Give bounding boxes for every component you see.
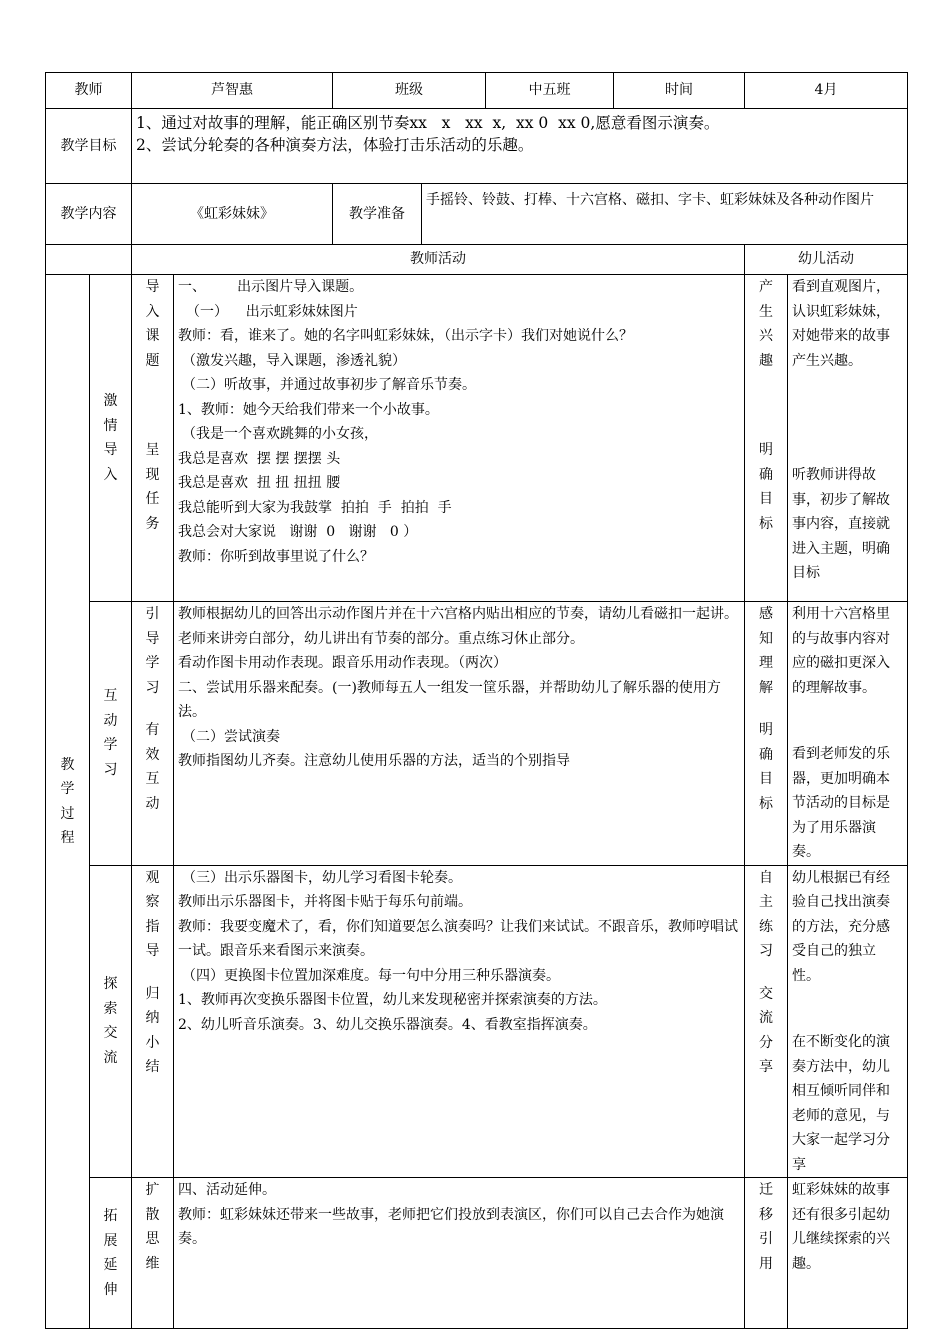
teacher-line: 我总能听到大家为我鼓掌 拍拍 手 拍拍 手 bbox=[178, 499, 452, 516]
teacher-line: 看动作图卡用动作表现。跟音乐用动作表现。（两次） bbox=[178, 655, 507, 671]
child-text-bottom: 听教师讲得故事，初步了解故事内容，直接就进入主题，明确目标 bbox=[792, 467, 891, 581]
child-tag-cell bbox=[745, 602, 788, 866]
teacher-line: 教师指图幼儿齐奏。注意幼儿使用乐器的方法，适当的个别指导 bbox=[178, 753, 570, 769]
child-text-top: 虹彩妹妹的故事还有很多引起幼儿继续探索的兴趣。 bbox=[792, 1182, 891, 1272]
teacher-activity-cell bbox=[174, 275, 745, 602]
stage-row bbox=[46, 275, 908, 602]
teacher-line: 教师根据幼儿的回答出示动作图片并在十六宫格内贴出相应的节奏，请幼儿看磁扣一起讲。 bbox=[178, 606, 738, 622]
teacher-line: 四、活动延伸。 bbox=[178, 1182, 276, 1198]
goals-cell bbox=[132, 109, 908, 184]
teacher-activity-header: 教师活动 bbox=[132, 245, 745, 275]
stage-name-cell bbox=[90, 275, 132, 602]
child-text-bottom: 看到老师发的乐器，更加明确本节活动的目标是为了用乐器演奏。 bbox=[792, 746, 891, 860]
teacher-line: 教师：看，谁来了。她的名字叫虹彩妹妹，（出示字卡）我们对她说什么？ bbox=[178, 328, 633, 344]
child-tag-top: 迁移引用 bbox=[759, 1182, 774, 1272]
steps-bottom: 有效互动 bbox=[145, 722, 160, 812]
teacher-line: （三）出示乐器图卡，幼儿学习看图卡轮奏。 bbox=[182, 869, 462, 886]
lesson-plan-table bbox=[45, 72, 908, 1329]
class-label: 班级 bbox=[333, 73, 486, 109]
goals-label: 教学目标 bbox=[46, 109, 132, 184]
child-tag-cell bbox=[745, 865, 788, 1178]
child-activity-header: 幼儿活动 bbox=[745, 245, 908, 275]
teacher-line: （一） 出示虹彩妹妹图片 bbox=[186, 303, 358, 320]
header-row bbox=[46, 73, 908, 109]
steps-cell bbox=[132, 275, 174, 602]
steps-bottom: 归纳小结 bbox=[145, 985, 160, 1075]
teacher-line: 我总是喜欢 摆 摆 摆摆 头 bbox=[178, 450, 341, 467]
teacher-activity-cell bbox=[174, 865, 745, 1178]
steps-cell bbox=[132, 602, 174, 866]
teacher-activity-cell bbox=[174, 602, 745, 866]
child-activity-cell bbox=[788, 602, 908, 866]
teacher-line: （二）听故事，并通过故事初步了解音乐节奏。 bbox=[182, 377, 476, 393]
child-tag-top: 产生兴趣 bbox=[759, 279, 774, 369]
stage-name: 互动学习 bbox=[103, 688, 118, 778]
child-activity-cell bbox=[788, 275, 908, 602]
teacher-line: （我是一个喜欢跳舞的小女孩， bbox=[182, 426, 378, 442]
child-activity-cell bbox=[788, 1178, 908, 1329]
stage-name-cell bbox=[90, 602, 132, 866]
steps-bottom: 呈现任务 bbox=[145, 442, 160, 532]
child-tag-bottom: 明确目标 bbox=[759, 722, 774, 812]
time-label: 时间 bbox=[614, 73, 745, 109]
teacher-line: （四）更换图卡位置加深难度。每一句中分用三种乐器演奏。 bbox=[182, 967, 560, 984]
child-tag-bottom: 明确目标 bbox=[759, 442, 774, 532]
child-tag-top: 感知理解 bbox=[759, 606, 774, 696]
stage-name: 激情导入 bbox=[103, 393, 118, 483]
teacher-line: 教师：我要变魔术了，看，你们知道要怎么演奏吗？让我们来试试。不跟音乐，教师哼唱试一试。跟音乐来看图示来演奏。 bbox=[178, 918, 738, 959]
steps-top: 引导学习 bbox=[145, 606, 160, 696]
content-row bbox=[46, 184, 908, 245]
activity-header-row bbox=[46, 245, 908, 275]
prep-label: 教学准备 bbox=[333, 184, 422, 245]
teacher-line: 1、教师再次变换乐器图卡位置，幼儿来发现秘密并探索演奏的方法。 bbox=[178, 992, 607, 1008]
child-tag-bottom: 交流分享 bbox=[759, 985, 774, 1075]
child-tag-top: 自主练习 bbox=[759, 869, 774, 959]
teacher-line: 我总会对大家说 谢谢 0 谢谢 0 ） bbox=[178, 524, 418, 540]
teacher-label: 教师 bbox=[46, 73, 132, 109]
child-text-top: 利用十六宫格里的与故事内容对应的磁扣更深入的理解故事。 bbox=[792, 606, 891, 696]
steps-top: 扩散思维 bbox=[145, 1182, 160, 1272]
stage-name-cell bbox=[90, 865, 132, 1178]
stage-row bbox=[46, 865, 908, 1178]
teacher-line: 二、尝试用乐器来配奏。(一)教师每五人一组发一筐乐器，并帮助幼儿了解乐器的使用方法。 bbox=[178, 679, 721, 720]
teacher-line: 教师：虹彩妹妹还带来一些故事，老师把它们投放到表演区，你们可以自己去合作为她演奏。 bbox=[178, 1206, 724, 1247]
content-value: 《虹彩妹妹》 bbox=[132, 184, 333, 245]
child-text-bottom: 在不断变化的演奏方法中，幼儿相互倾听同伴和老师的意见，与大家一起学习分享 bbox=[792, 1034, 891, 1173]
goal-line-1: 1、通过对故事的理解，能正确区别节奏xx x xx x, xx 0 xx 0,愿意看图示演奏。 bbox=[136, 114, 720, 132]
teacher-line: 教师出示乐器图卡，并将图卡贴于每乐句前端。 bbox=[178, 894, 472, 910]
process-label-cell bbox=[46, 275, 90, 1329]
teacher-line: 2、幼儿听音乐演奏。3、幼儿交换乐器演奏。4、看教室指挥演奏。 bbox=[178, 1016, 597, 1033]
prep-value: 手摇铃、铃鼓、打棒、十六宫格、磁扣、字卡、虹彩妹妹及各种动作图片 bbox=[422, 184, 908, 245]
child-tag-cell bbox=[745, 275, 788, 602]
steps-top: 导入课题 bbox=[145, 279, 160, 369]
stage-row bbox=[46, 602, 908, 866]
teacher-line: （激发兴趣，导入课题，渗透礼貌） bbox=[182, 352, 406, 369]
teacher-line: 一、 出示图片导入课题。 bbox=[178, 279, 364, 295]
teacher-name: 芦智惠 bbox=[132, 73, 333, 109]
stage-name: 拓展延伸 bbox=[103, 1208, 118, 1298]
teacher-line: 我总是喜欢 扭 扭 扭扭 腰 bbox=[178, 475, 341, 491]
teacher-line: 1、教师：她今天给我们带来一个小故事。 bbox=[178, 401, 439, 418]
goal-line-2: 2、尝试分轮奏的各种演奏方法，体验打击乐活动的乐趣。 bbox=[136, 136, 534, 154]
stage-name: 探索交流 bbox=[103, 976, 118, 1066]
steps-cell bbox=[132, 1178, 174, 1329]
content-label: 教学内容 bbox=[46, 184, 132, 245]
goals-row bbox=[46, 109, 908, 184]
child-activity-cell bbox=[788, 865, 908, 1178]
child-text-top: 看到直观图片，认识虹彩妹妹，对她带来的故事产生兴趣。 bbox=[792, 279, 891, 369]
stage-name-cell bbox=[90, 1178, 132, 1329]
child-tag-cell bbox=[745, 1178, 788, 1329]
stage-row bbox=[46, 1178, 908, 1329]
teacher-activity-cell bbox=[174, 1178, 745, 1329]
time-value: 4月 bbox=[745, 73, 908, 109]
class-name: 中五班 bbox=[486, 73, 614, 109]
teacher-line: 老师来讲旁白部分，幼儿讲出有节奏的部分。重点练习休止部分。 bbox=[178, 630, 584, 647]
child-text-top: 幼儿根据已有经验自己找出演奏的方法，充分感受自己的独立性。 bbox=[792, 869, 891, 984]
teacher-line: 教师：你听到故事里说了什么？ bbox=[178, 548, 374, 565]
teacher-line: （二）尝试演奏 bbox=[182, 728, 280, 745]
process-label: 教学过程 bbox=[60, 756, 75, 846]
steps-cell bbox=[132, 865, 174, 1178]
activity-header-blank bbox=[46, 245, 132, 275]
steps-top: 观察指导 bbox=[145, 869, 160, 959]
